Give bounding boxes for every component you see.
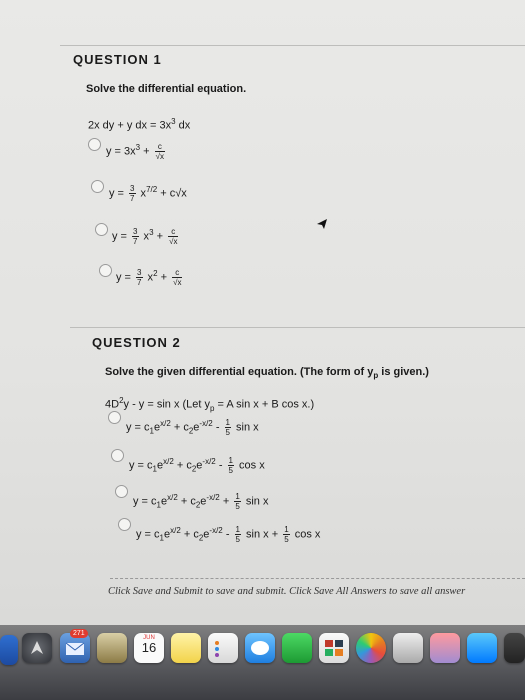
q2-option-3-radio[interactable] xyxy=(115,485,128,498)
app-store-icon[interactable] xyxy=(467,633,497,663)
q2-option-3-label: $y = c_1e^{x/2} + c_2e^{-x/2}$ + $\frac{1}{5}$ sin x xyxy=(133,492,269,511)
mouse-cursor-icon xyxy=(316,218,328,230)
question-1-heading: QUESTION 1 xyxy=(73,52,162,67)
q1-option-3-radio[interactable] xyxy=(95,223,108,236)
facetime-icon[interactable] xyxy=(282,633,312,663)
q2-option-1-label: $y = c_1e^{x/2} + c_2e^{-x/2}$ - $\frac{1}{5}$ sin x xyxy=(126,418,259,437)
divider xyxy=(110,578,525,580)
q2-option-2-radio[interactable] xyxy=(111,449,124,462)
q2-option-4-label: $y = c_1e^{x/2} + c_2e^{-x/2}$ - $\frac{1}{5}$ sin x + $\frac{1}{5}$ cos x xyxy=(136,525,321,544)
question-2-equation: $4D^2y - y = \sin x$ (Let $y_p = A$ sin x + B cos x.) xyxy=(105,396,315,413)
question-2-heading: QUESTION 2 xyxy=(92,335,181,350)
photos-icon[interactable] xyxy=(356,633,386,663)
contacts-icon[interactable] xyxy=(97,633,127,663)
launchpad-rocket-icon[interactable] xyxy=(22,633,52,663)
q1-option-1-label: $y = 3x^3$ + $\frac{c}{√x}$ xyxy=(106,142,165,161)
q1-option-1-radio[interactable] xyxy=(88,138,101,151)
music-icon[interactable] xyxy=(430,633,460,663)
preview-icon[interactable] xyxy=(393,633,423,663)
q1-option-4-radio[interactable] xyxy=(99,264,112,277)
q1-option-2-label: y = $\frac{3}{7}$ $x^{7/2} + c√x$ xyxy=(109,184,187,203)
question-2-prompt: Solve the given differential equation. (The form of $y_p$ is given.) xyxy=(105,366,429,381)
question-1-equation: 2x dy + y dx = $3x^3$ dx xyxy=(88,117,191,132)
q1-option-2-radio[interactable] xyxy=(91,180,104,193)
notification-badge: 271 xyxy=(70,629,88,638)
photo-booth-icon[interactable] xyxy=(319,633,349,663)
divider xyxy=(60,45,525,46)
submit-instructions: Click Save and Submit to save and submit. Click Save All Answers to save all answer xyxy=(108,586,466,597)
finder-icon[interactable] xyxy=(0,635,18,665)
macos-dock xyxy=(0,625,525,700)
calendar-icon[interactable] xyxy=(134,633,164,663)
notes-icon[interactable] xyxy=(171,633,201,663)
calendar-day: 16 xyxy=(141,640,157,655)
question-1-prompt: Solve the differential equation. xyxy=(86,83,247,95)
q2-option-4-radio[interactable] xyxy=(118,518,131,531)
reminders-icon[interactable] xyxy=(208,633,238,663)
q2-option-1-radio[interactable] xyxy=(108,411,121,424)
q1-option-4-label: y = $\frac{3}{7}$ $x^2$ + $\frac{c}{√x}$ xyxy=(116,268,182,287)
calendar-month: JUN xyxy=(143,635,155,641)
q1-option-3-label: y = $\frac{3}{7}$ $x^3$ + $\frac{c}{√x}$ xyxy=(112,227,178,246)
divider xyxy=(70,327,525,328)
q2-option-2-label: $y = c_1e^{x/2} + c_2e^{-x/2}$ - $\frac{1}{5}$ cos x xyxy=(129,456,265,475)
messages-icon[interactable] xyxy=(245,633,275,663)
dock-app-icon[interactable] xyxy=(504,633,525,663)
